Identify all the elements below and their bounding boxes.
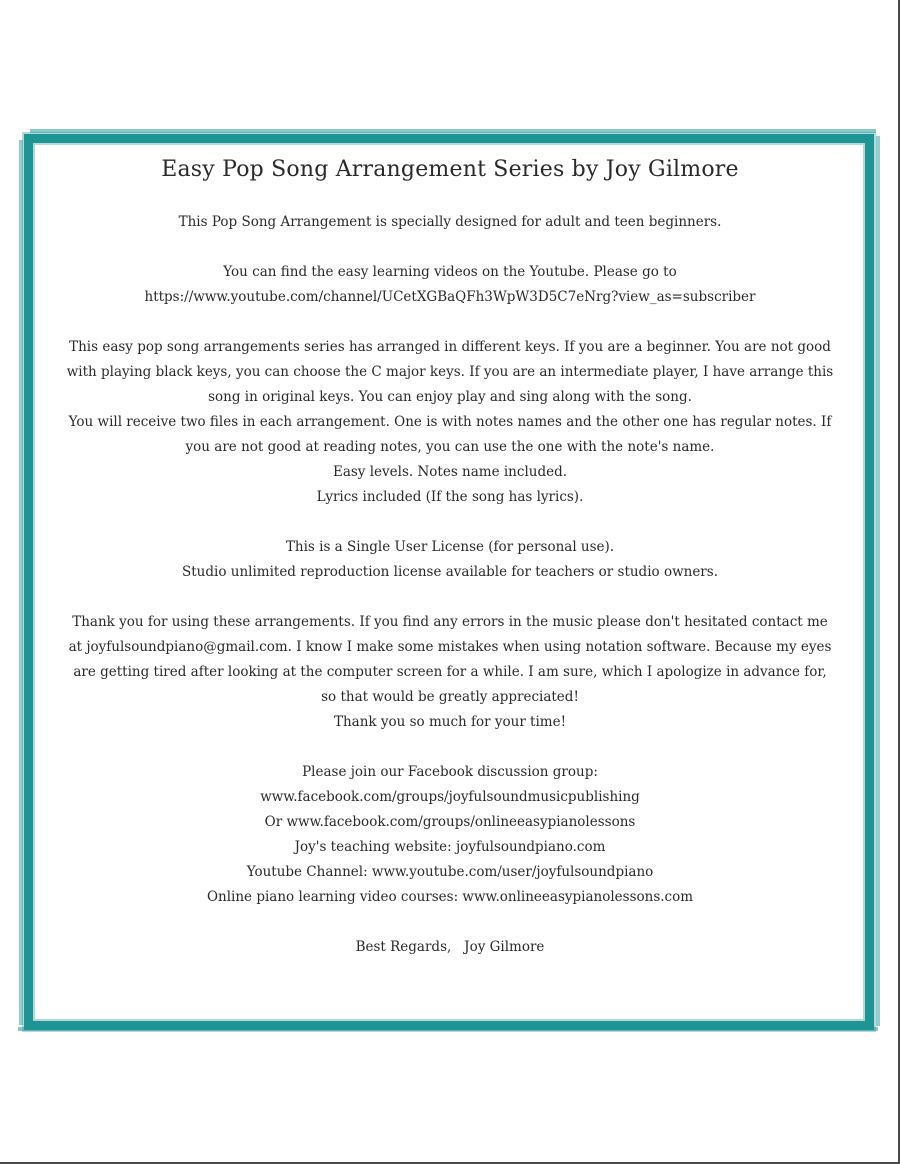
- closing-signature: Best Regards, Joy Gilmore: [355, 939, 545, 955]
- intro-text: This Pop Song Arrangement is specially designed for adult and teen beginners.: [178, 214, 722, 230]
- videos-text: You can find the easy learning videos on the Youtube. Please go to: [223, 264, 677, 280]
- teaching-website-link[interactable]: Joy's teaching website: joyfulsoundpiano.com: [294, 839, 606, 855]
- facebook-group-link[interactable]: www.facebook.com/groups/joyfulsoundmusicpublishing: [260, 789, 640, 805]
- frame-brush-right: [876, 136, 880, 1026]
- thanks-line: so that would be greatly appreciated!: [321, 689, 579, 705]
- description-line: This easy pop song arrangements series has arranged in different keys. If you are a beginner. You are not good: [69, 339, 831, 355]
- courses-link[interactable]: Online piano learning video courses: www.onlineeasypianolessons.com: [206, 889, 694, 905]
- description-line: Lyrics included (If the song has lyrics).: [316, 489, 584, 505]
- license-line: This is a Single User License (for personal use).: [285, 539, 615, 555]
- description-line: song in original keys. You can enjoy play and sing along with the song.: [208, 389, 692, 405]
- thanks-line: are getting tired after looking at the computer screen for a while. I am sure, which I apologize in advance for,: [73, 664, 827, 680]
- youtube-user-link[interactable]: Youtube Channel: www.youtube.com/user/joyfulsoundpiano: [246, 864, 654, 880]
- thanks-line: Thank you for using these arrangements. If you find any errors in the music please don't hesitated contact me: [72, 614, 828, 630]
- document-content: [40, 152, 860, 960]
- thanks-line: Thank you so much for your time!: [333, 714, 567, 730]
- thanks-line-email: at joyfulsoundpiano@gmail.com. I know I make some mistakes when using notation software. Because my eyes: [68, 639, 832, 655]
- youtube-channel-link[interactable]: https://www.youtube.com/channel/UCetXGBaQFh3WpW3D5C7eNrg?view_as=subscriber: [144, 289, 756, 305]
- frame-brush-left: [19, 140, 23, 1025]
- frame-brush-top: [30, 129, 876, 133]
- facebook-group-link-alt[interactable]: Or www.facebook.com/groups/onlineeasypianolessons: [264, 814, 636, 830]
- document-title: Easy Pop Song Arrangement Series by Joy Gilmore: [161, 157, 739, 182]
- description-line: You will receive two files in each arrangement. One is with notes names and the other one has regular notes. If: [68, 414, 832, 430]
- description-line: you are not good at reading notes, you can use the one with the note's name.: [185, 439, 715, 455]
- description-line: Easy levels. Notes name included.: [332, 464, 568, 480]
- license-line: Studio unlimited reproduction license available for teachers or studio owners.: [182, 564, 718, 580]
- description-line: with playing black keys, you can choose the C major keys. If you are an intermediate player, I have arrange this: [66, 364, 834, 380]
- facebook-group-heading: Please join our Facebook discussion group:: [302, 764, 598, 780]
